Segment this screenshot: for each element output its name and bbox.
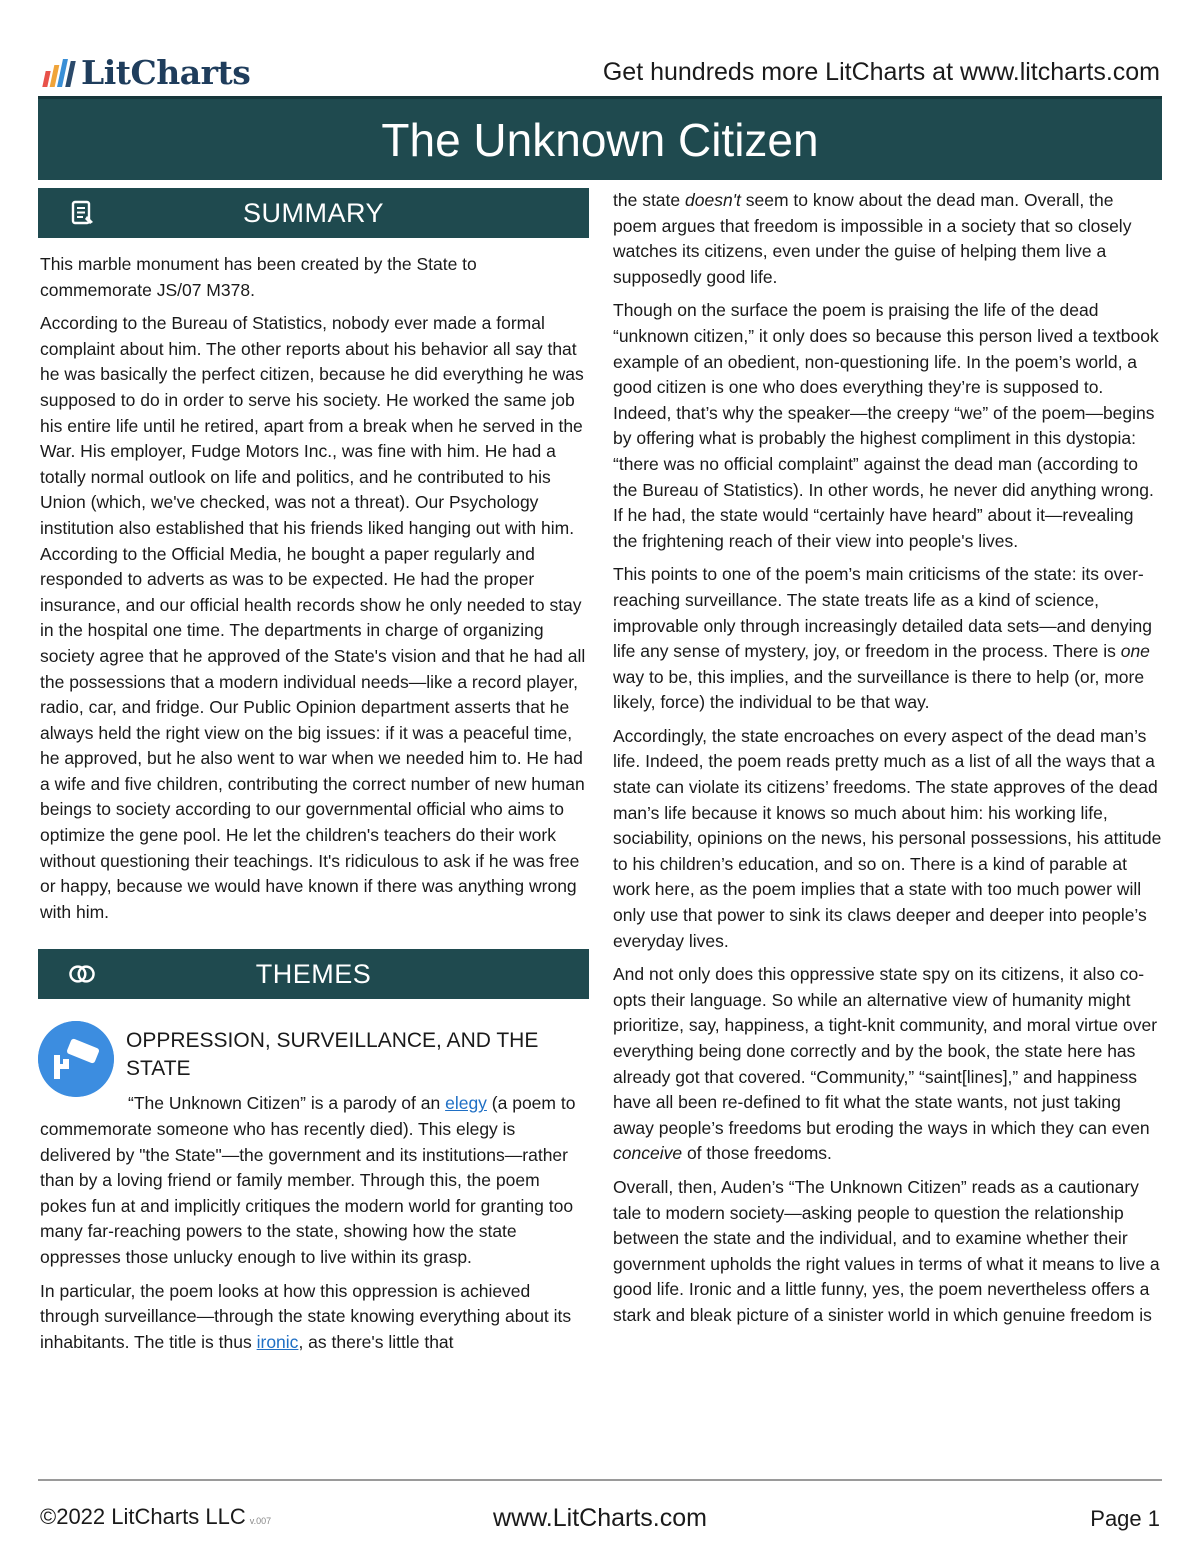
version-label: v.007 <box>249 1516 272 1526</box>
left-column <box>38 188 589 1363</box>
summary-section-bar <box>38 188 589 238</box>
emphasis: one <box>1120 641 1150 662</box>
logo-text: LitCharts <box>81 52 251 92</box>
theme-paragraph <box>38 1091 589 1270</box>
footer-link[interactable]: www.LitCharts.com <box>493 1504 707 1532</box>
themes-heading: THEMES <box>255 958 372 989</box>
text-run: way to be, this implies, and the surveillance is there to help (or, more likely, force) the individual to be that way. <box>613 666 1145 713</box>
header-tagline[interactable]: Get hundreds more LitCharts at www.litcharts.com <box>602 58 1160 86</box>
elegy-link[interactable]: elegy <box>445 1093 487 1114</box>
ironic-link[interactable]: ironic <box>256 1331 299 1352</box>
theme-paragraph <box>611 962 1162 1167</box>
text-run: This points to one of the poem’s main criticisms of the state: its over-reaching surveillance. The state treats life as a kind of science, improvable only through increasingly detailed data sets—and denying life any sense of mystery, joy, or freedom in the process. There is <box>613 564 1152 662</box>
copyright-text: ©2022 LitCharts LLC <box>40 1504 246 1529</box>
linked-circles-icon <box>68 961 96 987</box>
text-run: (a poem to commemorate someone who has recently died). This elegy is delivered by "the State"—the government and its institutions—rather than by a loving friend or family member. Through this, the poem pokes fun at and implicitly critiques the modern world for granting too many far-reaching powers to the state, showing how the state oppresses those unlucky enough to live within its grasp. <box>40 1093 576 1267</box>
page-title: The Unknown Citizen <box>381 113 819 166</box>
logo-bars-icon <box>44 57 73 87</box>
theme-title: OPPRESSION, SURVEILLANCE, AND THE STATE <box>126 1029 539 1081</box>
summary-paragraph: According to the Bureau of Statistics, nobody ever made a formal complaint about him. The other reports about his behavior all say that he was basically the perfect citizen, because he did everything he was supposed to do in order to serve his society. He worked the same job his entire life until he retired, apart from a break when he served in the War. His employer, Fudge Motors Inc., was fine with him. He had a totally normal outlook on life and politics, and he contributed to his Union (which, we've checked, was not a threat). Our Psychology institution also established that his friends liked hanging out with him. According to the Official Media, he bought a paper regularly and responded to adverts as was to be expected. He had the proper insurance, and our official health records show he only needed to stay in the hospital one time. The departments in charge of organizing society agree that he approved of the State's vision and that he had all the possessions that a modern individual needs—like a record player, radio, car, and fridge. Our Public Opinion department asserts that he always held the right view on the big issues: if it was a peaceful time, he approved, but he also went to war when we needed him to. He had a wife and five children, contributing the correct number of new human beings to society according to our governmental official who aims to optimize the gene pool. He let the children's teachers do their work without questioning their teachings. It's ridiculous to ask if he was free or happy, because we would have known if there was anything wrong with him. <box>40 313 586 922</box>
theme-paragraph: Though on the surface the poem is praising the life of the dead “unknown citizen,” it only does so because this person lived a textbook example of an obedient, non-questioning life. In the poem’s world, a good citizen is one who does everything they’re is supposed to. Indeed, that’s why the speaker—the creepy “we” of the poem—begins by offering what is probably the highest compliment in this dystopia: “there was no official complaint” against the dead man (according to the Bureau of Statistics). In other words, he never did anything wrong. If he had, the state would “certainly have heard” about it—revealing the frightening reach of their view into people's lives. <box>613 300 1159 551</box>
document-icon <box>68 200 96 226</box>
footer-url <box>0 1504 1200 1533</box>
summary-paragraph: This marble monument has been created by the State to commemorate JS/07 M378. <box>40 254 477 300</box>
text-run: And not only does this oppressive state spy on its citizens, it also co-opts their language. So while an alternative view of humanity might prioritize, say, happiness, a tight-knit community, and moral virtue over everything being done correctly and by the book, the state here has already got that covered. “Community,” “saint[lines],” and happiness have all been re-defined to fit what the state wants, not just taking away people’s freedoms but eroding the ways in which they can even <box>613 964 1158 1138</box>
litcharts-logo[interactable] <box>44 52 250 92</box>
theme-paragraph <box>611 562 1162 716</box>
theme-header <box>38 1017 589 1093</box>
text-run: “The Unknown Citizen” is a parody of an <box>128 1093 446 1114</box>
surveillance-camera-icon <box>38 1021 114 1097</box>
page-number: Page 1 <box>1090 1506 1160 1531</box>
text-run: In particular, the poem looks at how this oppression is achieved through surveillance—through the state knowing everything about its inhabitants. The title is thus <box>40 1280 572 1352</box>
summary-heading: SUMMARY <box>242 197 385 228</box>
theme-paragraph: Overall, then, Auden’s “The Unknown Citizen” reads as a cautionary tale to modern society—asking people to question the relationship between the state and the individual, and to examine whether their government upholds the right values in terms of what it means to live a good life. Ironic and a little funny, yes, the poem nevertheless offers a stark and bleak picture of a sinister world in which genuine freedom is <box>613 1176 1160 1325</box>
text-run: seem to know about the dead man. Overall, the poem argues that freedom is impossible in a society that so closely watches its citizens, even under the guise of helping them live a supposedly good life. <box>613 190 1132 287</box>
text-run: the state <box>613 190 685 210</box>
themes-section-bar <box>38 949 589 999</box>
text-run: , as there's little that <box>298 1331 454 1352</box>
theme-paragraph <box>611 188 1162 290</box>
theme-paragraph <box>38 1279 589 1356</box>
emphasis: doesn't <box>685 190 741 210</box>
text-run: of those freedoms. <box>682 1143 832 1164</box>
theme-paragraph: Accordingly, the state encroaches on every aspect of the dead man’s life. Indeed, the poem reads pretty much as a list of all the ways that a state can violate its citizens’ freedoms. The state approves of the dead man’s life because it knows so much about him: his working life, sociability, opinions on the news, his personal possessions, his attitude to his children’s education, and so on. There is a kind of parable at work here, as the poem implies that a state with too much power will only use that power to sink its claws deeper and deeper into people’s everyday lives. <box>613 725 1162 951</box>
footer-divider <box>38 1479 1162 1481</box>
title-band <box>38 96 1162 180</box>
emphasis: conceive <box>613 1143 683 1164</box>
right-column <box>611 188 1162 1337</box>
